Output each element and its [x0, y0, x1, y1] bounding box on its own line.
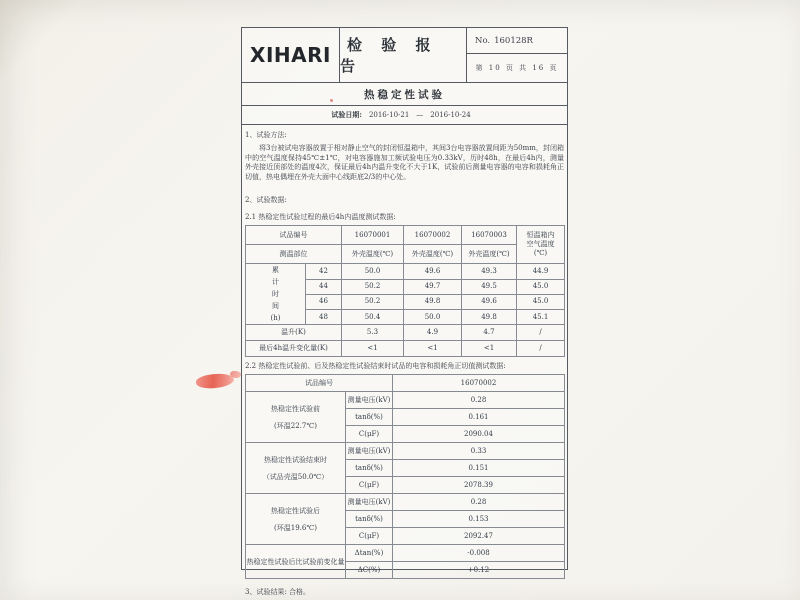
table2-caption: 2.2 热稳定性试验前、后及热稳定性试验结束时试品的电容和损耗角正切值测试数据: — [245, 362, 506, 371]
chamber-temp-header-cell — [517, 226, 565, 264]
group-label-line2: (环温19.6℃) — [274, 523, 317, 532]
temp-cell: 50.0 — [404, 310, 462, 325]
elapsed-time-label-cell — [246, 264, 306, 325]
temp-cell: 49.6 — [462, 294, 517, 309]
test-date-label: 试验日期: — [331, 110, 362, 119]
temp-cell: 50.2 — [342, 294, 404, 309]
time-cell: 46 — [306, 294, 342, 309]
time-label-char: 累 — [272, 266, 279, 275]
table-row — [246, 264, 565, 279]
sample-no-cell: 16070002 — [393, 375, 565, 392]
report-header — [242, 28, 567, 83]
group-label-line2: （试品壳温50.0℃） — [262, 472, 329, 481]
time-label-char: 时 — [272, 290, 279, 299]
chamber-temp-header-line3: (℃) — [533, 249, 548, 258]
chamber-temp-cell: 44.9 — [517, 264, 565, 279]
test-date-separator: — — [416, 111, 424, 119]
temp-cell: 50.4 — [342, 310, 404, 325]
time-label-char: (h) — [270, 314, 281, 323]
chamber-temp-cell: 45.0 — [517, 279, 565, 294]
report-frame — [241, 27, 568, 597]
param-cell: ΔC(%) — [346, 562, 393, 579]
shell-temp-header-cell: 外壳温度(℃) — [462, 245, 517, 264]
param-cell: tanδ(%) — [346, 511, 393, 528]
report-title-cell — [339, 28, 467, 82]
param-cell: 测量电压(kV) — [346, 443, 393, 460]
value-cell: 0.28 — [393, 392, 565, 409]
temp-rise-cell: / — [517, 325, 565, 341]
table-row — [246, 325, 565, 341]
param-cell: 测量电压(kV) — [346, 392, 393, 409]
table-row — [246, 443, 565, 460]
rise-change-cell: <1 — [404, 341, 462, 357]
table-row — [246, 494, 565, 511]
temp-cell: 50.2 — [342, 279, 404, 294]
page-info: 第 10 页 共 16 页 — [475, 64, 559, 72]
temp-rise-cell: 4.9 — [404, 325, 462, 341]
rise-change-cell: <1 — [462, 341, 517, 357]
section3-heading: 3、试验结果: 合格。 — [245, 588, 311, 597]
value-cell: 2090.04 — [393, 426, 565, 443]
time-label-char: 间 — [272, 302, 279, 311]
test-date-to: 2016-10-24 — [430, 111, 471, 119]
value-cell: 0.161 — [393, 409, 565, 426]
position-label-cell: 测温部位 — [246, 245, 342, 264]
sample-number-cell: 16070002 — [404, 226, 462, 245]
test-date-from: 2016-10-21 — [368, 111, 410, 119]
chamber-temp-cell: 45.0 — [517, 294, 565, 309]
rise-change-cell: / — [517, 341, 565, 357]
shell-temp-header-cell: 外壳温度(℃) — [404, 245, 462, 264]
temp-rise-cell: 4.7 — [462, 325, 517, 341]
report-number-label: No. — [475, 35, 491, 46]
group-label-cell — [246, 545, 346, 579]
temp-cell: 49.8 — [462, 310, 517, 325]
chamber-temp-header-line2: 空气温度 — [526, 240, 555, 249]
red-ink-dot — [330, 99, 333, 102]
report-number-cell — [467, 28, 567, 54]
table-row — [246, 392, 565, 409]
table-row — [246, 341, 565, 357]
param-cell: tanδ(%) — [346, 409, 393, 426]
temp-cell: 49.6 — [404, 264, 462, 279]
doc-title-row — [242, 83, 567, 106]
time-cell: 42 — [306, 264, 342, 279]
param-cell: C(μF) — [346, 477, 393, 494]
time-cell: 44 — [306, 279, 342, 294]
temp-cell: 49.3 — [462, 264, 517, 279]
time-cell: 48 — [306, 310, 342, 325]
sample-number-label-cell: 试品编号 — [246, 226, 342, 245]
param-cell: tanδ(%) — [346, 460, 393, 477]
table1-caption: 2.1 热稳定性试验过程的最后4h内温度测试数据: — [245, 213, 396, 222]
temp-cell: 49.7 — [404, 279, 462, 294]
value-cell: 0.28 — [393, 494, 565, 511]
temperature-table — [245, 225, 565, 357]
table-row — [246, 226, 565, 245]
time-label-char: 计 — [272, 278, 279, 287]
param-cell: 测量电压(kV) — [346, 494, 393, 511]
group-label-line1: 热稳定性试验后比试验前变化量 — [246, 557, 345, 566]
report-body — [242, 125, 567, 597]
group-label-cell — [246, 494, 346, 545]
group-label-line1: 热稳定性试验结束时 — [264, 455, 327, 464]
param-cell: C(μF) — [346, 426, 393, 443]
page-info-cell — [467, 54, 567, 82]
value-cell: 0.153 — [393, 511, 565, 528]
group-label-line1: 热稳定性试验前 — [271, 404, 320, 413]
shell-temp-header-cell: 外壳温度(℃) — [342, 245, 404, 264]
group-label-line1: 热稳定性试验后 — [271, 506, 320, 515]
sample-number-cell: 16070001 — [342, 226, 404, 245]
chamber-temp-cell: 45.1 — [517, 310, 565, 325]
table-row — [246, 545, 565, 562]
value-cell: +0.12 — [393, 562, 565, 579]
temp-cell: 49.8 — [404, 294, 462, 309]
temp-cell: 50.0 — [342, 264, 404, 279]
group-label-cell — [246, 392, 346, 443]
xihari-logo: XIHARI — [250, 43, 331, 67]
temp-rise-cell: 5.3 — [342, 325, 404, 341]
value-cell: 2078.39 — [393, 477, 565, 494]
table-row — [246, 375, 565, 392]
temp-rise-label-cell: 温升(K) — [246, 325, 342, 341]
logo-cell — [242, 28, 339, 82]
doc-title: 热稳定性试验 — [364, 88, 445, 101]
test-method-paragraph: 将3台被试电容器放置于相对静止空气的封闭恒温箱中，其间3台电容器放置间距为50mm，封闭箱中的空气温度保持45℃±1℃，对电容器施加工频试验电压为0.33kV，历时48h，在最后4h内，测量外壳接近顶部处的温度4次，保证最后4h内温升变化不大于1K，试验前后测量电容器的电容和损耗角正切值，热电偶埋在外壳大面中心线距底2/3的中心处。 — [245, 144, 564, 181]
value-cell: -0.008 — [393, 545, 565, 562]
capacitance-table — [245, 374, 565, 579]
value-cell: 0.33 — [393, 443, 565, 460]
group-label-cell — [246, 443, 346, 494]
report-title: 检 验 报 告 — [340, 36, 438, 75]
section1-heading: 1、试验方法: — [245, 131, 287, 139]
rise-change-cell: <1 — [342, 341, 404, 357]
group-label-line2: (环温22.7℃) — [274, 421, 317, 430]
value-cell: 2092.47 — [393, 528, 565, 545]
sample-label-cell: 试品编号 — [246, 375, 393, 392]
param-cell: C(μF) — [346, 528, 393, 545]
value-cell: 0.151 — [393, 460, 565, 477]
section2-heading: 2、试验数据: — [245, 196, 287, 205]
param-cell: Δtan(%) — [346, 545, 393, 562]
rise-change-label-cell: 最后4h温升变化量(K) — [246, 341, 342, 357]
chamber-temp-header-line1: 恒温箱内 — [526, 231, 555, 240]
sample-number-cell: 16070003 — [462, 226, 517, 245]
report-number-value: 160128R — [494, 35, 533, 46]
temp-cell: 49.5 — [462, 279, 517, 294]
test-date-row — [242, 106, 567, 125]
report-number-column — [467, 28, 567, 82]
